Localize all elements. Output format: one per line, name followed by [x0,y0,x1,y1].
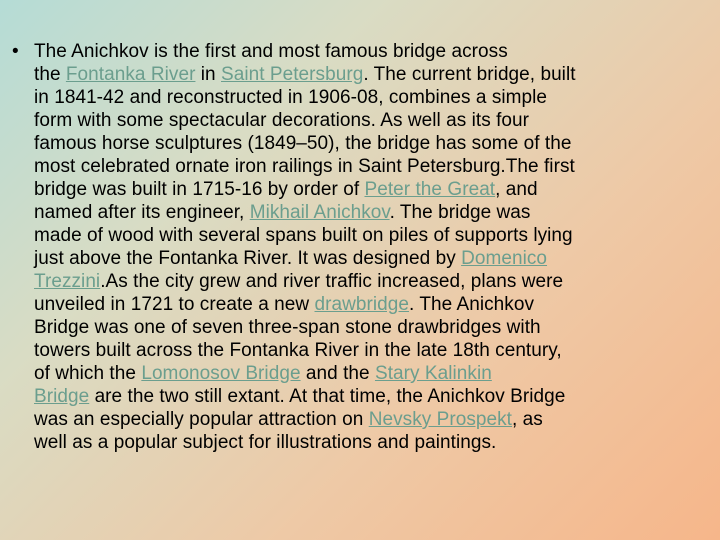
text-run: , as [512,409,543,430]
text-line [34,316,718,339]
hyperlink-stary-kalinkin[interactable]: Stary Kalinkin [374,363,492,384]
text-run: and the [300,363,375,384]
text-line [34,408,718,431]
bullet-marker: • [12,41,19,62]
hyperlink-drawbridge[interactable]: drawbridge [314,294,410,315]
text-run: in [195,64,221,85]
text-line [34,362,718,385]
text-line [34,339,718,362]
text-run: well as a popular subject for illustrations and paintings. [34,432,497,453]
text-run: in 1841-42 and reconstructed in 1906-08, combines a simple [34,87,548,108]
text-line [34,109,718,132]
text-run: most celebrated ornate iron railings in Saint Petersburg.The first [34,156,575,177]
hyperlink-bridge[interactable]: Bridge [34,386,90,407]
text-run: made of wood with several spans built on piles of supports lying [34,225,573,246]
text-run: Bridge was one of seven three-span stone drawbridges with [34,317,541,338]
hyperlink-nevsky-prospekt[interactable]: Nevsky Prospekt [368,409,512,430]
hyperlink-peter-the-great[interactable]: Peter the Great [364,179,496,200]
text-line [34,86,718,109]
text-line [34,293,718,316]
text-line [34,270,718,293]
text-line [34,247,718,270]
text-run: The Anichkov is the first and most famous bridge across [34,41,508,62]
text-run: are the two still extant. At that time, the Anichkov Bridge [89,386,566,407]
text-run: . The Anichkov [409,294,534,315]
text-run: famous horse sculptures (1849–50), the bridge has some of the [34,133,572,154]
text-run: .As the city grew and river traffic increased, plans were [100,271,564,292]
text-line [34,132,718,155]
text-line [34,385,718,408]
hyperlink-fontanka-river[interactable]: Fontanka River [65,64,196,85]
text-run: . The bridge was [389,202,531,223]
hyperlink-trezzini[interactable]: Trezzini [34,271,101,292]
text-run: , and [495,179,538,200]
text-line [34,431,718,454]
text-run: the [34,64,66,85]
text-run: was an especially popular attraction on [34,409,369,430]
hyperlink-lomonosov-bridge[interactable]: Lomonosov Bridge [141,363,301,384]
text-line [34,224,718,247]
hyperlink-saint-petersburg[interactable]: Saint Petersburg [221,64,364,85]
paragraph-text [34,40,718,454]
hyperlink-domenico[interactable]: Domenico [461,248,548,269]
text-run: of which the [34,363,142,384]
hyperlink-mikhail-anichkov[interactable]: Mikhail Anichkov [249,202,390,223]
text-line [34,201,718,224]
text-line [34,63,718,86]
text-run: unveiled in 1721 to create a new [34,294,315,315]
text-run: bridge was built in 1715-16 by order of [34,179,365,200]
text-run: named after its engineer, [34,202,250,223]
text-run: towers built across the Fontanka River in the late 18th century, [34,340,562,361]
text-run: form with some spectacular decorations. As well as its four [34,110,530,131]
text-line [34,178,718,201]
text-line [34,155,718,178]
text-line [34,40,718,63]
text-run: . The current bridge, built [363,64,576,85]
text-run: just above the Fontanka River. It was designed by [34,248,462,269]
